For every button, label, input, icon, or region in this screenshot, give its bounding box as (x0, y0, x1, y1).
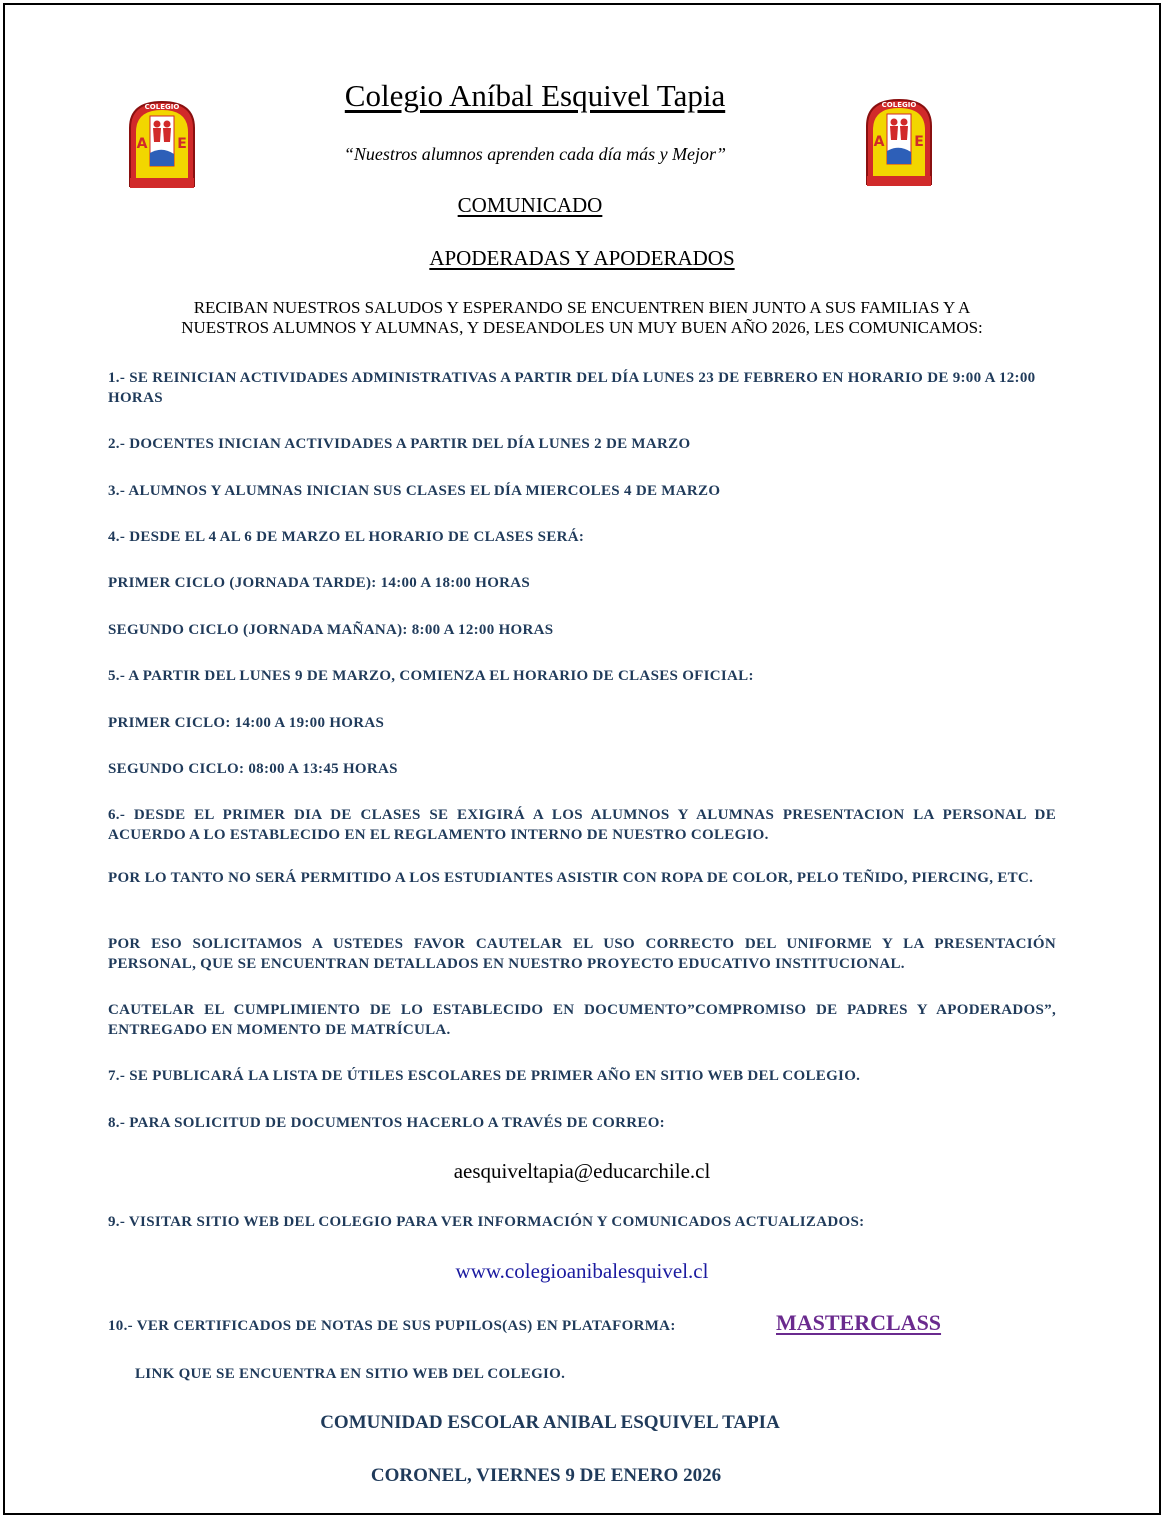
addressee-heading: APODERADAS Y APODERADOS (429, 246, 735, 270)
masterclass-link[interactable]: MASTERCLASS (776, 1310, 942, 1335)
item-6: 6.- DESDE EL PRIMER DIA DE CLASES SE EXIGIRÁ A LOS ALUMNOS Y ALUMNAS PRESENTACION LA PERSONAL DE ACUERDO A LO ESTABLECIDO EN EL REGLAMENTO INTERNO DE NUESTRO COLEGIO. (108, 807, 1056, 843)
footer-community: COMUNIDAD ESCOLAR ANIBAL ESQUIVEL TAPIA (320, 1412, 780, 1433)
svg-text:E: E (177, 136, 187, 152)
item-3: 3.- ALUMNOS Y ALUMNAS INICIAN SUS CLASES EL DÍA MIERCOLES 4 DE MARZO (108, 483, 721, 499)
footer-place-date: CORONEL, VIERNES 9 DE ENERO 2026 (370, 1465, 722, 1486)
item-5-first-cycle: PRIMER CICLO: 14:00 A 19:00 HORAS (108, 715, 385, 731)
school-motto: “Nuestros alumnos aprenden cada día más y Mejor” (343, 144, 727, 164)
item-4-second-cycle: SEGUNDO CICLO (JORNADA MAÑANA): 8:00 A 12:00 HORAS (108, 622, 554, 638)
intro-paragraph (100, 298, 1064, 338)
svg-text:COLEGIO: COLEGIO (144, 103, 180, 111)
school-logo-right (859, 96, 939, 196)
item-1: 1.- SE REINICIAN ACTIVIDADES ADMINISTRATIVAS A PARTIR DEL DÍA LUNES 23 DE FEBRERO EN HORARIO DE 9:00 A 12:00 HORAS (108, 370, 1036, 406)
school-logo-left (122, 98, 202, 198)
document-type: COMUNICADO (457, 193, 603, 217)
intro-line-2: NUESTROS ALUMNOS Y ALUMNAS, Y DESEANDOLES UN MUY BUEN AÑO 2026, LES COMUNICAMOS: (181, 318, 983, 337)
item-10: 10.- VER CERTIFICADOS DE NOTAS DE SUS PUPILOS(AS) EN PLATAFORMA: (108, 1318, 676, 1334)
svg-text:A: A (873, 134, 885, 150)
item-9: 9.- VISITAR SITIO WEB DEL COLEGIO PARA VER INFORMACIÓN Y COMUNICADOS ACTUALIZADOS: (108, 1214, 865, 1230)
item-2: 2.- DOCENTES INICIAN ACTIVIDADES A PARTIR DEL DÍA LUNES 2 DE MARZO (108, 436, 691, 452)
item-5: 5.- A PARTIR DEL LUNES 9 DE MARZO, COMIENZA EL HORARIO DE CLASES OFICIAL: (108, 668, 754, 684)
item-8: 8.- PARA SOLICITUD DE DOCUMENTOS HACERLO A TRAVÉS DE CORREO: (108, 1115, 665, 1131)
item-6-commitment: CAUTELAR EL CUMPLIMIENTO DE LO ESTABLECIDO EN DOCUMENTO”COMPROMISO DE PADRES Y APODERADOS”, ENTREGADO EN MOMENTO DE MATRÍCULA. (108, 1002, 1056, 1038)
website-link[interactable]: www.colegioanibalesquivel.cl (455, 1259, 709, 1283)
contact-email[interactable]: aesquiveltapia@educarchile.cl (453, 1159, 711, 1183)
item-7: 7.- SE PUBLICARÁ LA LISTA DE ÚTILES ESCOLARES DE PRIMER AÑO EN SITIO WEB DEL COLEGIO. (108, 1068, 861, 1084)
item-5-second-cycle: SEGUNDO CICLO: 08:00 A 13:45 HORAS (108, 761, 398, 777)
item-6-restrictions: POR LO TANTO NO SERÁ PERMITIDO A LOS ESTUDIANTES ASISTIR CON ROPA DE COLOR, PELO TEÑIDO, PIERCING, ETC. (108, 870, 1034, 886)
svg-text:E: E (914, 134, 924, 150)
intro-line-1: RECIBAN NUESTROS SALUDOS Y ESPERANDO SE ENCUENTREN BIEN JUNTO A SUS FAMILIAS Y A (193, 298, 971, 317)
item-4: 4.- DESDE EL 4 AL 6 DE MARZO EL HORARIO DE CLASES SERÁ: (108, 529, 585, 545)
item-4-first-cycle: PRIMER CICLO (JORNADA TARDE): 14:00 A 18:00 HORAS (108, 575, 531, 591)
svg-text:A: A (136, 136, 148, 152)
item-6-uniform: POR ESO SOLICITAMOS A USTEDES FAVOR CAUTELAR EL USO CORRECTO DEL UNIFORME Y LA PRESENTACIÓN PERSONAL, QUE SE ENCUENTRAN DETALLADOS EN NUESTRO PROYECTO EDUCATIVO INSTITUCIONAL. (108, 936, 1056, 972)
svg-text:COLEGIO: COLEGIO (881, 101, 917, 109)
school-title: Colegio Aníbal Esquivel Tapia (344, 78, 726, 113)
item-10-note: LINK QUE SE ENCUENTRA EN SITIO WEB DEL COLEGIO. (135, 1366, 566, 1382)
